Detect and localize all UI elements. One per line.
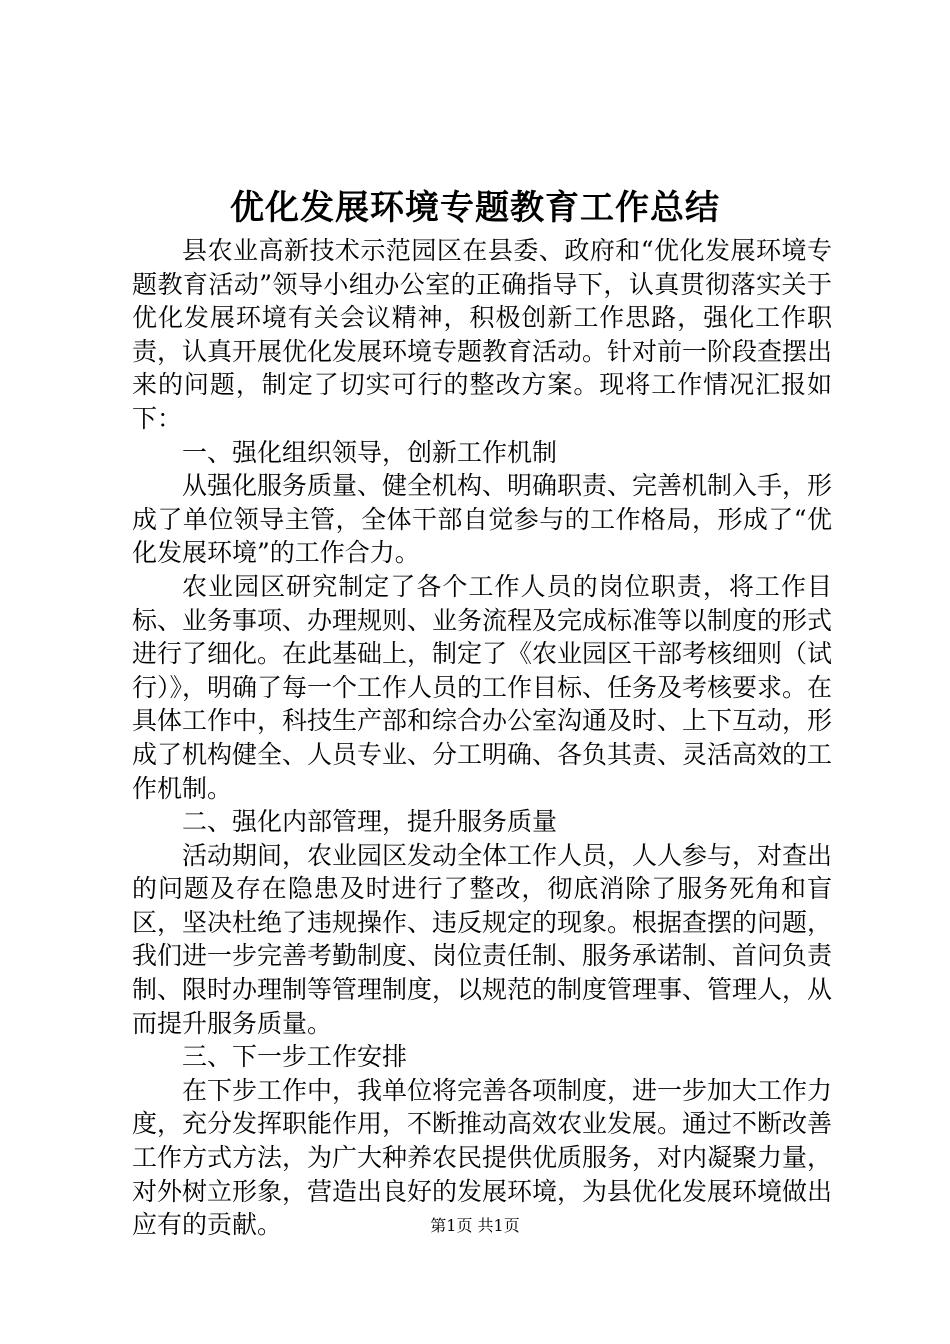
section-heading-3: 三、下一步工作安排 xyxy=(182,1042,408,1072)
section-heading-1: 一、强化组织领导，创新工作机制 xyxy=(182,437,558,467)
intro-paragraph: 县农业高新技术示范园区在县委、政府和“优化发展环境专题教育活动”领导小组办公室的正确指导下，认真贯彻落实关于优化发展环境有关会议精神，积极创新工作思路，强化工作职责，认真开展优化发展环境专题教育活动。针对前一阶段查摆出来的问题，制定了切实可行的整改方案。现将工作情况汇报如下： xyxy=(132,236,833,433)
page-number-footer: 第1页 共1页 xyxy=(430,1216,520,1235)
document-title: 优化发展环境专题教育工作总结 xyxy=(230,188,720,228)
body-paragraph: 从强化服务质量、健全机构、明确职责、完善机制入手，形成了单位领导主管，全体干部自觉参与的工作格局，形成了“优化发展环境”的工作合力。 xyxy=(132,471,833,568)
document-body xyxy=(132,234,832,1242)
body-paragraph: 农业园区研究制定了各个工作人员的岗位职责，将工作目标、业务事项、办理规则、业务流程及完成标准等以制度的形式进行了细化。在此基础上，制定了《农业园区干部考核细则（试行）》，明确了每一个工作人员的工作目标、任务及考核要求。在具体工作中，科技生产部和综合办公室沟通及时、上下互动，形成了机构健全、人员专业、分工明确、各负其责、灵活高效的工作机制。 xyxy=(132,571,833,803)
body-paragraph: 在下步工作中，我单位将完善各项制度，进一步加大工作力度，充分发挥职能作用，不断推动高效农业发展。通过不断改善工作方式方法，为广大种养农民提供优质服务，对内凝聚力量，对外树立形象，营造出良好的发展环境，为县优化发展环境做出应有的贡献。 xyxy=(132,1075,833,1240)
body-paragraph: 活动期间，农业园区发动全体工作人员，人人参与，对查出的问题及存在隐患及时进行了整改，彻底消除了服务死角和盲区，坚决杜绝了违规操作、违反规定的现象。根据查摆的问题，我们进一步完善考勤制度、岗位责任制、服务承诺制、首问负责制、限时办理制等管理制度，以规范的制度管理事、管理人，从而提升服务质量。 xyxy=(132,840,833,1038)
section-heading-2: 二、强化内部管理，提升服务质量 xyxy=(182,807,558,837)
